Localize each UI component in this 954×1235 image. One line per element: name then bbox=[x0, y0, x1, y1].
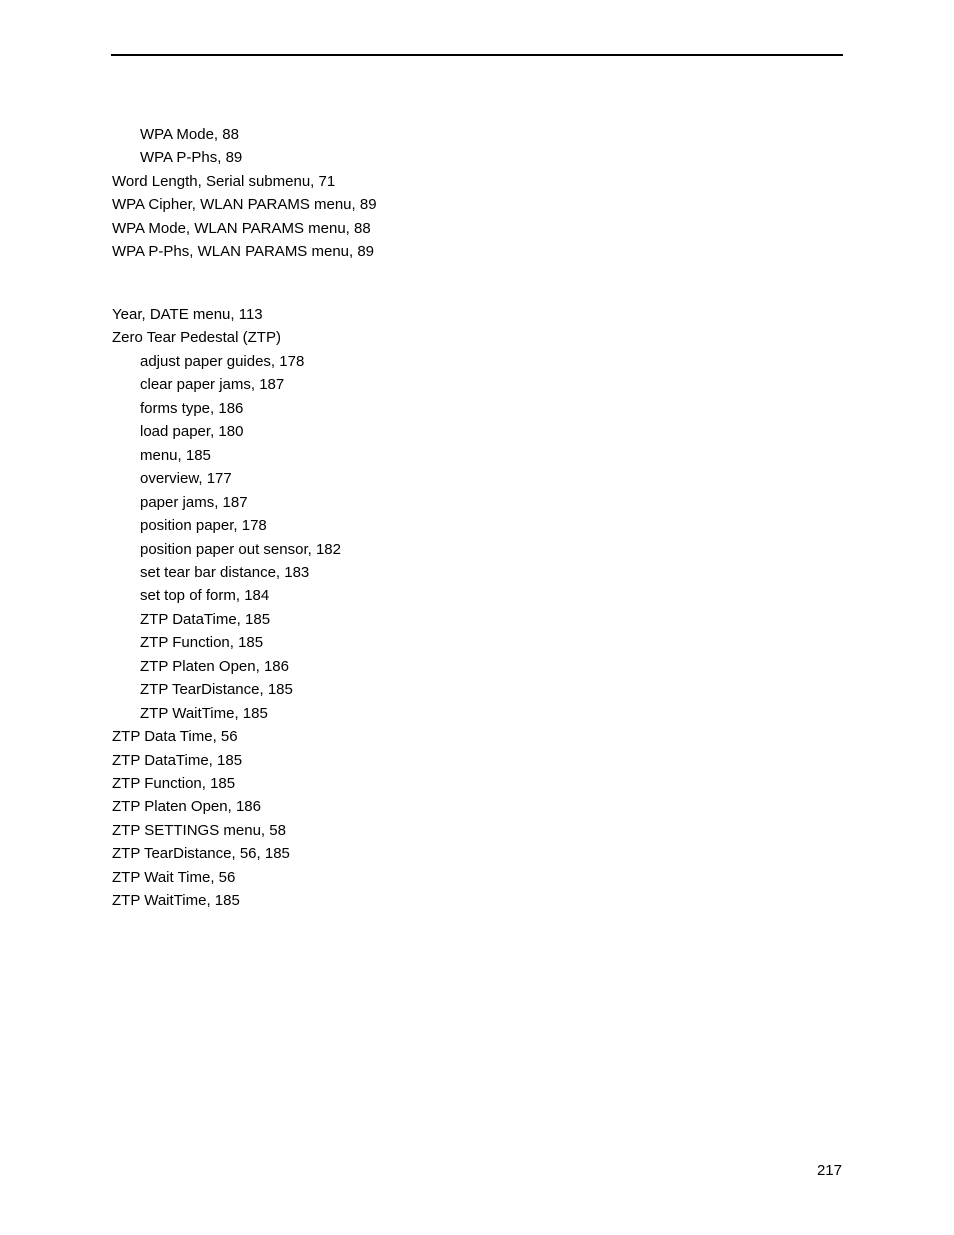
index-subentry: adjust paper guides, 178 bbox=[140, 352, 305, 370]
index-entry: Zero Tear Pedestal (ZTP) bbox=[112, 329, 281, 347]
index-subentry: paper jams, 187 bbox=[140, 493, 248, 511]
index-entry: ZTP WaitTime, 185 bbox=[112, 892, 240, 910]
page-number: 217 bbox=[816, 1162, 842, 1179]
index-subentry: set tear bar distance, 183 bbox=[140, 563, 310, 581]
index-entry: ZTP SETTINGS menu, 58 bbox=[112, 821, 286, 839]
index-subentry: ZTP WaitTime, 185 bbox=[140, 704, 268, 722]
index-entry: Year, DATE menu, 113 bbox=[112, 306, 263, 323]
index-entry: ZTP Function, 185 bbox=[112, 775, 236, 792]
index-entry: WPA Cipher, WLAN PARAMS menu, 89 bbox=[112, 196, 377, 214]
index-subentry: clear paper jams, 187 bbox=[140, 376, 285, 394]
index-subentry: position paper out sensor, 182 bbox=[140, 540, 341, 558]
index-subentry: ZTP TearDistance, 185 bbox=[140, 681, 293, 699]
index-subentry: load paper, 180 bbox=[140, 423, 244, 441]
index-subentry: position paper, 178 bbox=[140, 517, 267, 535]
index-subentry: set top of form, 184 bbox=[140, 587, 270, 605]
index-subentry: ZTP DataTime, 185 bbox=[140, 610, 271, 628]
index-subentry: ZTP Platen Open, 186 bbox=[140, 657, 289, 675]
index-entry: ZTP DataTime, 185 bbox=[112, 751, 243, 769]
index-entry: ZTP Data Time, 56 bbox=[112, 728, 238, 746]
index-entry: ZTP TearDistance, 56, 185 bbox=[112, 845, 290, 863]
index-subentry: WPA Mode, 88 bbox=[140, 126, 239, 143]
index-entry: ZTP Platen Open, 186 bbox=[112, 798, 261, 816]
index-subentry: ZTP Function, 185 bbox=[140, 634, 264, 652]
index-entry: WPA P-Phs, WLAN PARAMS menu, 89 bbox=[112, 243, 375, 261]
index-subentry: forms type, 186 bbox=[140, 399, 244, 417]
index-entry: WPA Mode, WLAN PARAMS menu, 88 bbox=[112, 219, 371, 237]
index-subentry: overview, 177 bbox=[140, 470, 232, 488]
header-rule bbox=[111, 54, 843, 56]
index-entry: ZTP Wait Time, 56 bbox=[112, 868, 236, 886]
index-subentry: WPA P-Phs, 89 bbox=[140, 149, 243, 167]
index-entry: Word Length, Serial submenu, 71 bbox=[112, 172, 336, 190]
index-subentry: menu, 185 bbox=[140, 446, 211, 464]
